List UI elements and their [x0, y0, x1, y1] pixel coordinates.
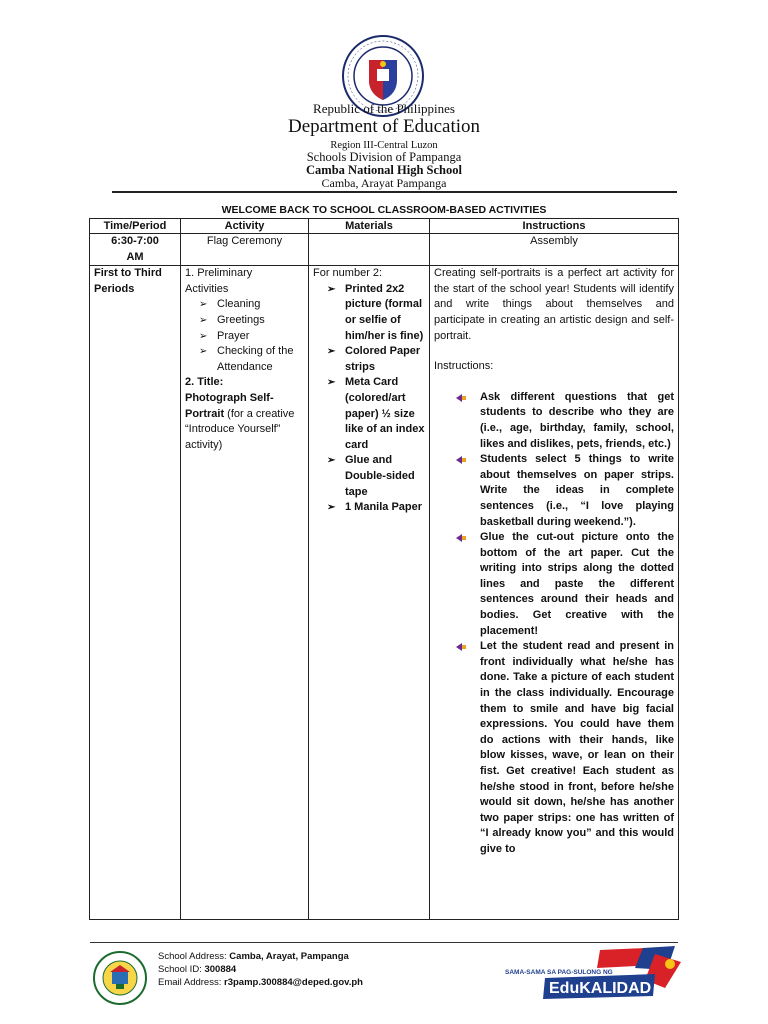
- table-header-row: [90, 219, 679, 234]
- list-item-text: Let the student read and present in front individually what he/she has done. Take a picture of each student in the class individually. Encourage them to smile and have big facial expressions. You could have them do actions with their hands, like blow kisses, wave, or lean on their fist. Get creative! Each student as he/she stood in front, before he/she would sit down, he/she has another two paper strips: one has written of “I already know you” and this would give to: [480, 640, 674, 855]
- list-item-text: 1 Manila Paper: [345, 501, 423, 514]
- instructions-intro: Creating self-portraits is a perfect art activity for the start of the school year! Students will identify and write things about themselves and participate in creating an artistic design and self-portrait.: [434, 267, 674, 342]
- time-text: AM: [126, 250, 144, 263]
- list-item: [199, 297, 304, 313]
- list-item: [456, 390, 674, 452]
- column-header: Time/Period: [90, 219, 181, 234]
- list-item: [327, 375, 425, 453]
- arrow-bullet-icon: ➢: [199, 346, 208, 358]
- pointer-bullet-icon: [456, 393, 466, 403]
- header-republic: Republic of the Philippines: [313, 101, 455, 116]
- column-header: Instructions: [430, 219, 679, 234]
- time-text: First to Third: [94, 267, 162, 280]
- table-row: [90, 266, 679, 920]
- arrow-bullet-icon: ➢: [199, 330, 208, 342]
- edu-tagline-text: SAMA-SAMA SA PAG-SULONG NG: [505, 969, 613, 976]
- materials-list: [313, 282, 425, 516]
- activity-schedule-table: [89, 218, 679, 920]
- materials-cell: [309, 234, 430, 266]
- list-item-text: Ask different questions that get students to describe who they are (i.e., age, birthday, family, school, likes and dislikes, pets, friends, etc.): [480, 390, 674, 450]
- time-cell: [90, 266, 181, 920]
- school-logo: [92, 950, 148, 1006]
- instructions-cell: [430, 266, 679, 920]
- header-school-address: Camba, Arayat Pampanga: [321, 176, 447, 190]
- header-region: Region III-Central Luzon: [330, 140, 438, 151]
- list-item-text: Students select 5 things to write about themselves on paper strips. Write the ideas in complete sentences (i.e., “I love playing basketball during weekend.”).: [480, 453, 674, 528]
- footer-divider: [90, 942, 678, 943]
- list-item: [456, 452, 674, 530]
- activity-list: [185, 297, 304, 375]
- list-item-text: Meta Card (colored/art paper) ½ size like of an index card: [345, 376, 425, 451]
- header-division: Schools Division of Pampanga: [306, 150, 462, 164]
- footer-school-id: School ID: 300884: [158, 964, 237, 975]
- time-text: 6:30-7:00: [111, 235, 159, 247]
- footer-email: Email Address: r3pamp.300884@deped.gov.ph: [158, 977, 363, 988]
- list-item: [456, 639, 674, 857]
- list-item: [456, 530, 674, 639]
- arrow-bullet-icon: ➢: [199, 299, 208, 311]
- list-item: [327, 282, 425, 344]
- list-item-text: Checking of the Attendance: [217, 345, 294, 373]
- list-item: [327, 500, 425, 516]
- materials-intro: For number 2:: [313, 267, 383, 280]
- footer-address: School Address: Camba, Arayat, Pampanga: [158, 951, 349, 962]
- instructions-steps: [434, 390, 674, 858]
- list-item-text: Printed 2x2 picture (formal or selfie of him/her is fine): [345, 282, 424, 342]
- pointer-bullet-icon: [456, 533, 466, 543]
- pointer-bullet-icon: [456, 642, 466, 652]
- instructions-label: Instructions:: [434, 360, 494, 373]
- edukalidad-logo: [505, 944, 685, 1006]
- activity-cell: [181, 266, 309, 920]
- activity-intro: 1. Preliminary: [185, 267, 253, 280]
- arrow-bullet-icon: ➢: [327, 283, 336, 295]
- arrow-bullet-icon: ➢: [327, 346, 336, 358]
- column-header: Materials: [309, 219, 430, 234]
- arrow-bullet-icon: ➢: [199, 314, 208, 326]
- list-item-text: Greetings: [217, 313, 265, 326]
- list-item-text: Cleaning: [217, 298, 261, 311]
- activity-cell: Flag Ceremony: [181, 234, 309, 266]
- materials-cell: [309, 266, 430, 920]
- list-item: [327, 344, 425, 375]
- activity-title-rest: (for a creative “Introduce Yourself” activity): [185, 407, 295, 451]
- arrow-bullet-icon: ➢: [327, 502, 336, 514]
- column-header: Activity: [181, 219, 309, 234]
- pointer-bullet-icon: [456, 455, 466, 465]
- document-title: WELCOME BACK TO SCHOOL CLASSROOM-BASED ACTIVITIES: [221, 204, 547, 216]
- list-item: [327, 453, 425, 500]
- activity-intro: Activities: [185, 282, 229, 295]
- list-item-text: Glue the cut-out picture onto the bottom of the art paper. Cut the writing into strips along the dotted lines and paste the different sentences around their heads and bodies. Get creative with the placement!: [480, 531, 674, 637]
- list-item: [199, 313, 304, 329]
- header-divider: [112, 191, 677, 193]
- instructions-cell: Assembly: [430, 234, 679, 266]
- time-cell: [90, 234, 181, 266]
- list-item-text: Prayer: [217, 329, 250, 342]
- header-department: Department of Education: [287, 116, 481, 137]
- list-item: [199, 329, 304, 345]
- arrow-bullet-icon: ➢: [327, 455, 336, 467]
- time-text: Periods: [94, 282, 135, 295]
- list-item-text: Glue and Double-sided tape: [345, 454, 415, 498]
- header-school-name: Camba National High School: [306, 163, 462, 177]
- edu-brand-text: EduKALIDAD: [549, 980, 652, 997]
- activity-title-value: Photograph Self-Portrait: [185, 391, 274, 420]
- list-item-text: Colored Paper strips: [345, 345, 421, 373]
- activity-title-label: 2. Title:: [185, 376, 224, 389]
- list-item: [199, 344, 304, 375]
- arrow-bullet-icon: ➢: [327, 377, 336, 389]
- table-row: [90, 234, 679, 266]
